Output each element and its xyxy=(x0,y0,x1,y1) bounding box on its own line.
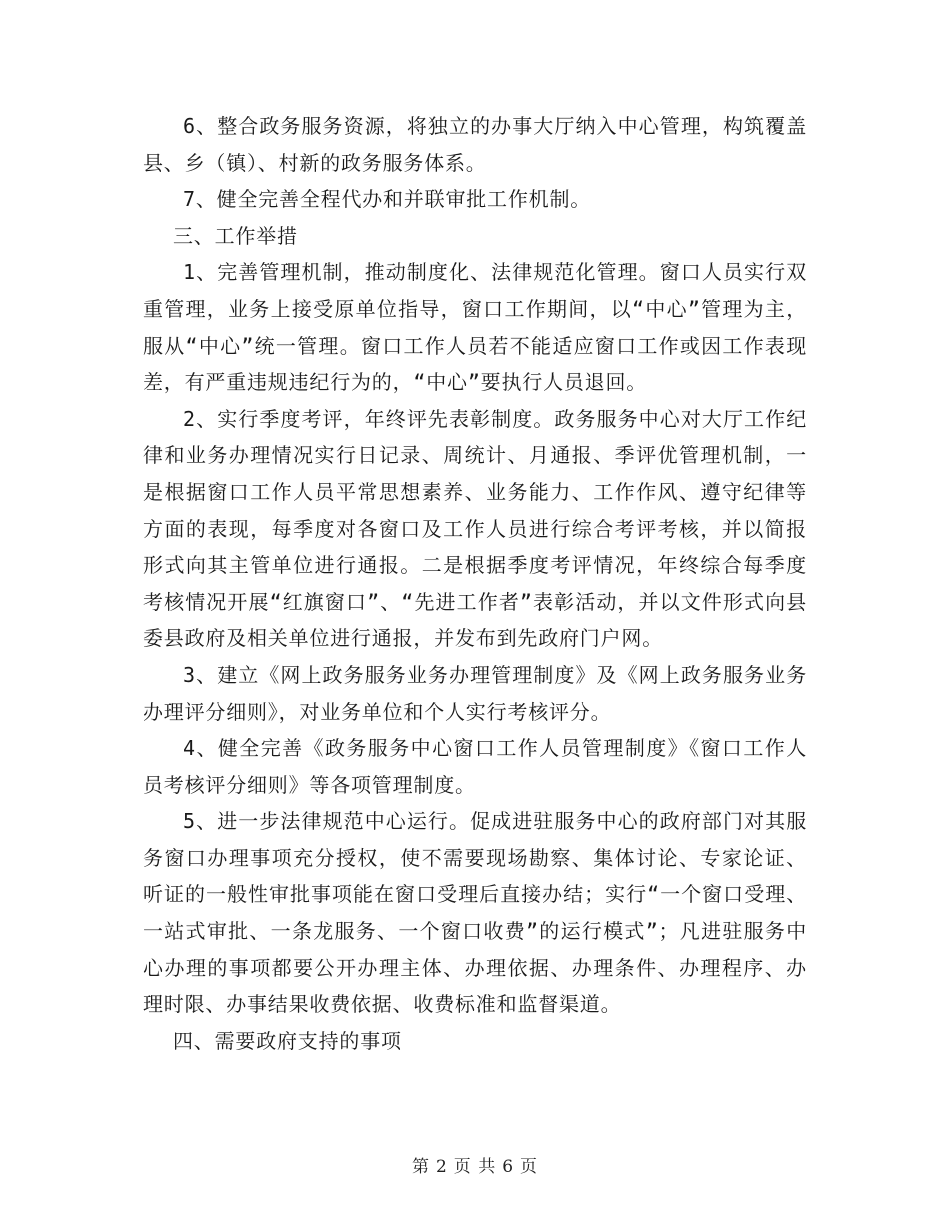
total-page-count: 6 xyxy=(502,1157,515,1177)
section-heading-support: 四、需要政府支持的事项 xyxy=(173,1028,402,1053)
paragraph-item-6: 6、整合政务服务资源，将独立的办事大厅纳入中心管理，构筑覆盖县、乡（镇）、村新的政务服务体系。 xyxy=(143,114,807,175)
paragraph-item-7: 7、健全完善全程代办和并联审批工作机制。 xyxy=(183,187,592,212)
footer-suffix: 页 xyxy=(520,1157,539,1177)
paragraph-measure-1: 1、完善管理机制，推动制度化、法律规范化管理。窗口人员实行双重管理，业务上接受原单位指导，窗口工作期间，以“中心”管理为主，服从“中心”统一管理。窗口工作人员若不能适应窗口工作或因工作表现差，有严重违规违纪行为的，“中心”要执行人员退回。 xyxy=(143,260,807,395)
current-page-number: 2 xyxy=(435,1157,448,1177)
paragraph-measure-3: 3、建立《网上政务服务业务办理管理制度》及《网上政务服务业务办理评分细则》，对业务单位和个人实行考核评分。 xyxy=(143,662,807,724)
paragraph-measure-2: 2、实行季度考评，年终评先表彰制度。政务服务中心对大厅工作纪律和业务办理情况实行日记录、周统计、月通报、季评优管理机制，一是根据窗口工作人员平常思想素养、业务能力、工作作风、遵守纪律等方面的表现，每季度对各窗口及工作人员进行综合考评考核，并以简报形式向其主管单位进行通报。二是根据季度考评情况，年终综合每季度考核情况开展“红旗窗口”、“先进工作者”表彰活动，并以文件形式向县委县政府及相关单位进行通报，并发布到先政府门户网。 xyxy=(143,406,807,651)
document-body xyxy=(143,108,807,1059)
footer-prefix: 第 xyxy=(411,1157,430,1177)
section-heading-measures: 三、工作举措 xyxy=(173,223,298,248)
footer-middle: 页 共 xyxy=(453,1157,497,1177)
paragraph-measure-4: 4、健全完善《政务服务中心窗口工作人员管理制度》《窗口工作人员考核评分细则》等各项管理制度。 xyxy=(143,736,807,797)
paragraph-measure-5: 5、进一步法律规范中心运行。促成进驻服务中心的政府部门对其服务窗口办理事项充分授权，使不需要现场勘察、集体讨论、专家论证、听证的一般性审批事项能在窗口受理后直接办结；实行“一个窗口受理、一站式审批、一条龙服务、一个窗口收费”的运行模式”；凡进驻服务中心办理的事项都要公开办理主体、办理依据、办理条件、办理程序、办理时限、办事结果收费依据、收费标准和监督渠道。 xyxy=(143,809,807,1017)
page-footer xyxy=(0,1152,950,1177)
